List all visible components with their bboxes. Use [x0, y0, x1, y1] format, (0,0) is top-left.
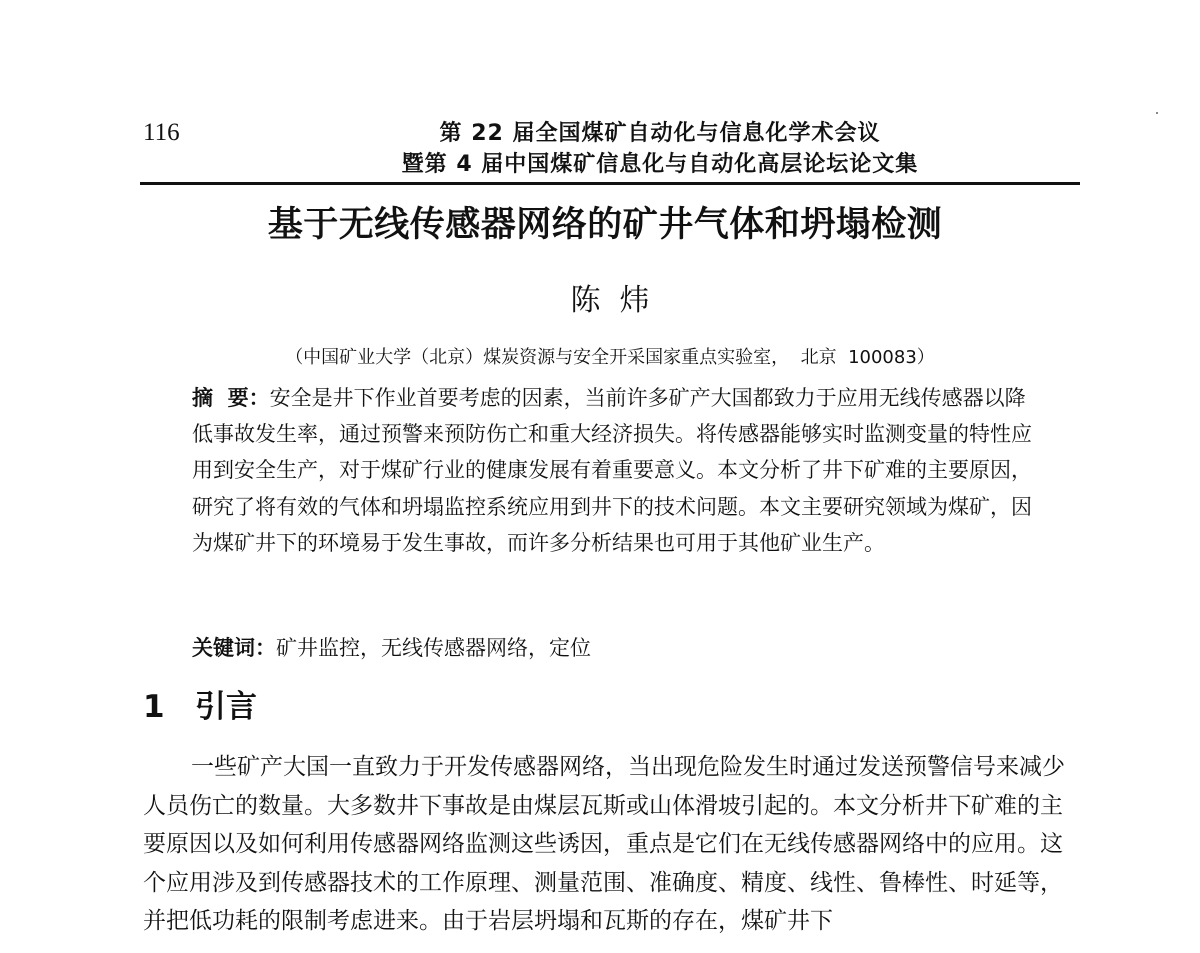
abstract	[192, 380, 1032, 561]
keywords-label: 关键词：	[192, 636, 276, 660]
abstract-text: 安全是井下作业首要考虑的因素，当前许多矿产大国都致力于应用无线传感器以降低事故发生率，通过预警来预防伤亡和重大经济损失。将传感器能够实时监测变量的特性应用到安全生产，对于煤矿行业的健康发展有着重要意义。本文分析了井下矿难的主要原因，研究了将有效的气体和坍塌监控系统应用到井下的技术问题。本文主要研究领域为煤矿，因为煤矿井下的环境易于发生事故，而许多分析结果也可用于其他矿业生产。	[192, 386, 1032, 555]
author-name: 陈 炜	[570, 283, 650, 318]
body-paragraph: 一些矿产大国一直致力于开发传感器网络，当出现危险发生时通过发送预警信号来减少人员伤亡的数量。大多数井下事故是由煤层瓦斯或山体滑坡引起的。本文分析井下矿难的主要原因以及如何利用传感器网络监测这些诱因，重点是它们在无线传感器网络中的应用。这个应用涉及到传感器技术的工作原理、测量范围、准确度、精度、线性、鲁棒性、时延等，并把低功耗的限制考虑进来。由于岩层坍塌和瓦斯的存在，煤矿井下	[143, 754, 1065, 934]
abstract-label: 摘 要：	[192, 386, 270, 410]
author-affiliation: （中国矿业大学（北京）煤炭资源与安全开采国家重点实验室， 北京 100083）	[285, 347, 935, 368]
keywords-text: 矿井监控，无线传感器网络，定位	[276, 636, 591, 660]
keywords	[192, 630, 1032, 666]
section-number: 1	[143, 689, 165, 725]
paper-title: 基于无线传感器网络的矿井气体和坍塌检测	[267, 205, 943, 245]
running-head-line-1: 第 22 届全国煤矿自动化与信息化学术会议	[439, 121, 881, 146]
running-head-line-2: 暨第 4 届中国煤矿信息化与自动化高层论坛论文集	[401, 152, 919, 177]
header-rule	[140, 182, 1080, 185]
section-heading	[143, 685, 743, 729]
page-number: 116	[143, 119, 180, 146]
scan-speck	[1156, 112, 1158, 114]
section-title: 引言	[195, 689, 257, 725]
running-head	[330, 118, 990, 180]
